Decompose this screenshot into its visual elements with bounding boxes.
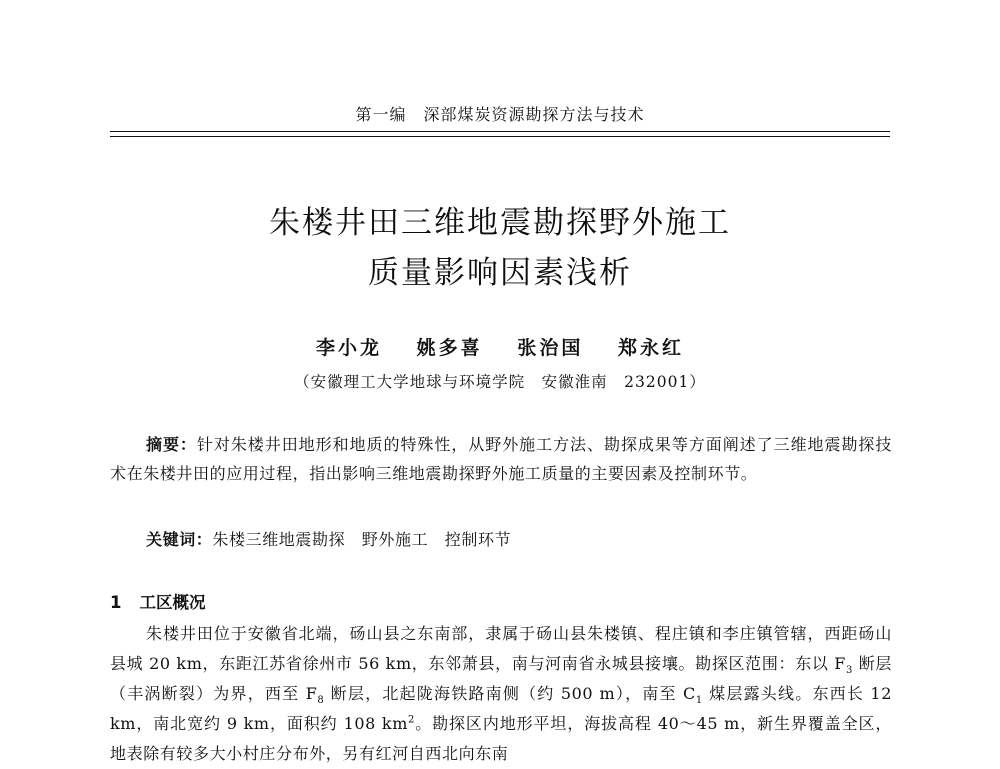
- subscript: 3: [846, 665, 853, 677]
- body-text: 朱楼井田位于安徽省北端，砀山县之东南部，隶属于砀山县朱楼镇、程庄镇和李庄镇管辖，西距砀山县城 20 km，东距江苏省徐州市 56 km，东邻萧县，南与河南省永城县接壤。勘探区范围：东以 F: [110, 624, 892, 673]
- subscript: 1: [695, 695, 703, 707]
- body-paragraph: [110, 619, 892, 769]
- superscript: 2: [407, 714, 415, 726]
- keywords-label: 关键词：: [146, 530, 213, 549]
- affiliation: （安徽理工大学地球与环境学院 安徽淮南 232001）: [294, 373, 706, 391]
- body-text: 煤层露头线。东西长 12 km，南北宽约 9 km，面积约 108 km: [110, 684, 892, 733]
- header-rule-thin: [110, 136, 890, 137]
- paper-title-line1: 朱楼井田三维地震勘探野外施工: [269, 205, 731, 241]
- section-number: 1: [110, 593, 122, 612]
- body-text: 断层，北起陇海铁路南侧（约 500 m），南至 C: [324, 684, 696, 703]
- author-name: 姚多喜: [416, 337, 483, 359]
- author-name: 张治国: [517, 337, 584, 359]
- body-text: 断层（丰涡断裂）为界，西至 F: [110, 654, 892, 703]
- section-title: 工区概况: [139, 593, 206, 612]
- section-heading: [110, 589, 205, 613]
- abstract: [110, 430, 892, 488]
- header-rule-thick: [110, 131, 890, 132]
- keywords-text: 朱楼三维地震勘探 野外施工 控制环节: [212, 530, 512, 549]
- abstract-text: 针对朱楼井田地形和地质的特殊性，从野外施工方法、勘探成果等方面阐述了三维地震勘探技术在朱楼井田的应用过程，指出影响三维地震勘探野外施工质量的主要因素及控制环节。: [110, 435, 892, 483]
- keywords: [110, 525, 892, 554]
- subscript: 8: [317, 695, 325, 707]
- author-name: 郑永红: [617, 337, 684, 359]
- body-text: 。勘探区内地形平坦，海拔高程 40～45 m，新生界覆盖全区，地表除有较多大小村庄分布外，另有红河自西北向东南: [110, 714, 892, 763]
- abstract-label: 摘要：: [146, 435, 197, 454]
- author-name: 李小龙: [316, 337, 383, 359]
- running-header: 第一编 深部煤炭资源勘探方法与技术: [355, 105, 645, 124]
- author-list: [0, 333, 1000, 360]
- paper-title-line2: 质量影响因素浅析: [368, 255, 632, 291]
